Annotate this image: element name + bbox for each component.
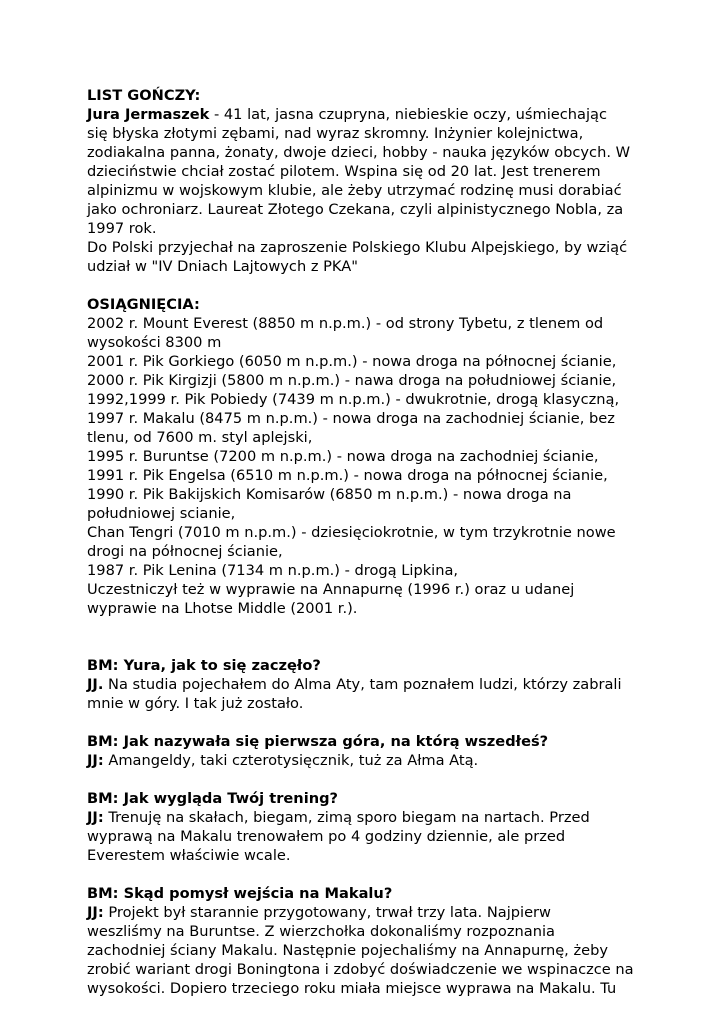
interview-qa [87,884,685,998]
interview-question: BM: Yura, jak to się zaczęło? [87,657,321,674]
bio-line: się błyska złotymi zębami, nad wyraz skromny. Inżynier kolejnictwa, [87,125,584,142]
bio-line: zodiakalna panna, żonaty, dwoje dzieci, hobby - nauka języków obcych. W [87,144,631,161]
bio-line: - 41 lat, jasna czupryna, niebieskie oczy, uśmiechając [209,106,607,123]
interview-qa [87,789,685,865]
achievement-line: 1991 r. Pik Engelsa (6510 m n.p.m.) - nowa droga na północnej ścianie, [87,467,608,484]
answer-line: weszliśmy na Buruntse. Z wierzchołka dokonaliśmy rozpoznania [87,923,555,940]
answer-line: wyprawą na Makalu trenowałem po 4 godziny dziennie, ale przed [87,828,566,845]
answer-line: Everestem właściwie wcale. [87,847,291,864]
achievements-section [87,295,685,618]
climber-name: Jura Jermaszek [87,106,210,123]
achievement-line: 1992,1999 r. Pik Pobiedy (7439 m n.p.m.) - dwukrotnie, drogą klasyczną, [87,391,620,408]
achievement-line: wysokości 8300 m [87,334,222,351]
achievement-line: drogi na północnej ścianie, [87,543,283,560]
bio-line: alpinizmu w wojskowym klubie, ale żeby utrzymać rodzinę musi dorabiać [87,182,622,199]
answer-line: zrobić wariant drogi Boningtona i zdobyć doświadczenie we wspinaczce na [87,961,634,978]
achievements-heading: OSIĄGNIĘCIA: [87,296,200,313]
wanted-heading: LIST GOŃCZY: [87,87,201,104]
answer-speaker: JJ: [87,809,104,826]
achievement-line: południowej scianie, [87,505,236,522]
answer-line: Trenuję na skałach, biegam, zimą sporo biegam na nartach. Przed [103,809,590,826]
achievement-line: 2002 r. Mount Everest (8850 m n.p.m.) - od strony Tybetu, z tlenem od [87,315,604,332]
answer-line: zachodniej ściany Makalu. Następnie pojechaliśmy na Annapurnę, żeby [87,942,608,959]
bio-line: jako ochroniarz. Laureat Złotego Czekana, czyli alpinistycznego Nobla, za [87,201,624,218]
interview-qa [87,732,685,770]
achievement-line: 2001 r. Pik Gorkiego (6050 m n.p.m.) - nowa droga na północnej ścianie, [87,353,617,370]
answer-line: Na studia pojechałem do Alma Aty, tam poznałem ludzi, którzy zabrali [103,676,622,693]
interview-question: BM: Skąd pomysł wejścia na Makalu? [87,885,393,902]
interview-section [87,656,685,998]
answer-line: Amangeldy, taki czterotysięcznik, tuż za Ałma Atą. [103,752,479,769]
achievement-line: 1990 r. Pik Bakijskich Komisarów (6850 m n.p.m.) - nowa droga na [87,486,572,503]
wanted-section [87,86,685,276]
answer-speaker: JJ. [87,676,104,693]
answer-line: mnie w góry. I tak już zostało. [87,695,304,712]
answer-line: Projekt był starannie przygotowany, trwał trzy lata. Najpierw [103,904,551,921]
interview-qa [87,656,685,713]
bio-line: udział w "IV Dniach Lajtowych z PKA" [87,258,358,275]
answer-line: wysokości. Dopiero trzeciego roku miała miejsce wyprawa na Makalu. Tu [87,980,617,997]
achievement-line: Uczestniczył też w wyprawie na Annapurnę (1996 r.) oraz u udanej [87,581,575,598]
interview-question: BM: Jak nazywała się pierwsza góra, na którą wszedłeś? [87,733,549,750]
bio-line: dzieciństwie chciał zostać pilotem. Wspina się od 20 lat. Jest trenerem [87,163,601,180]
achievement-line: wyprawie na Lhotse Middle (2001 r.). [87,600,358,617]
achievement-line: 1997 r. Makalu (8475 m n.p.m.) - nowa droga na zachodniej ścianie, bez [87,410,615,427]
achievement-line: 1995 r. Buruntse (7200 m n.p.m.) - nowa droga na zachodniej ścianie, [87,448,599,465]
answer-speaker: JJ: [87,904,104,921]
achievement-line: tlenu, od 7600 m. styl aplejski, [87,429,313,446]
achievement-line: 1987 r. Pik Lenina (7134 m n.p.m.) - drogą Lipkina, [87,562,459,579]
answer-speaker: JJ: [87,752,104,769]
bio-line: Do Polski przyjechał na zaproszenie Polskiego Klubu Alpejskiego, by wziąć [87,239,628,256]
achievement-line: Chan Tengri (7010 m n.p.m.) - dziesięciokrotnie, w tym trzykrotnie nowe [87,524,616,541]
interview-question: BM: Jak wygląda Twój trening? [87,790,339,807]
achievement-line: 2000 r. Pik Kirgizji (5800 m n.p.m.) - nawa droga na południowej ścianie, [87,372,617,389]
bio-line: 1997 rok. [87,220,157,237]
